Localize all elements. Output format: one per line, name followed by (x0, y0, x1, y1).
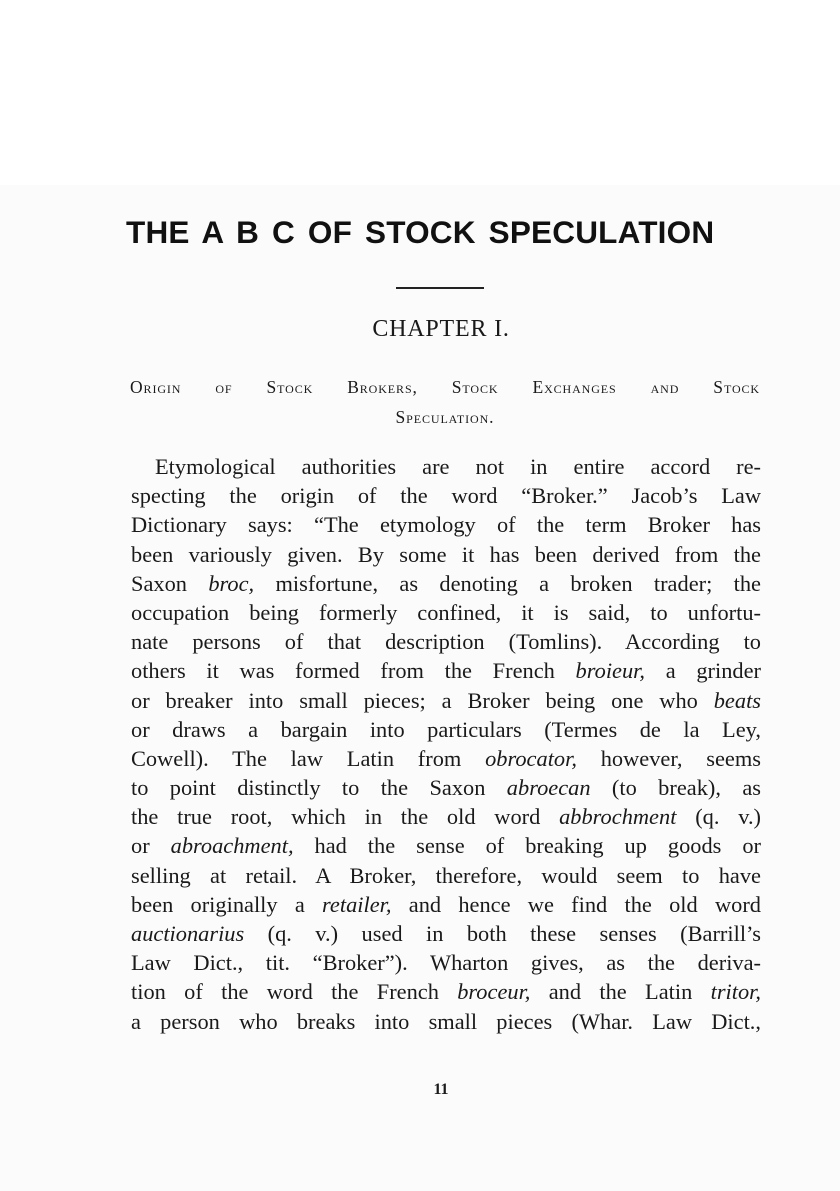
italic-term: beats (713, 687, 761, 713)
line-text: tion of the word the French (131, 979, 458, 1005)
italic-term: broceur, (457, 979, 531, 1005)
line-text: Saxon (131, 570, 209, 596)
body-line (131, 977, 761, 1006)
italic-term: tritor, (710, 979, 761, 1005)
title-divider-rule (396, 287, 484, 289)
line-text: and the Latin (530, 979, 711, 1005)
body-line (131, 744, 761, 773)
line-text: Etymological authorities are not in entire accord re- (155, 454, 761, 479)
line-text: occupation being formerly confined, it is said, to unfortu- (131, 599, 761, 625)
line-text: or (131, 833, 171, 859)
chapter-subtitle-line-2: Speculation. (395, 407, 495, 427)
line-text: to point distinctly to the Saxon (131, 775, 507, 801)
body-line (131, 510, 761, 539)
line-text: a grinder (645, 658, 761, 684)
body-line (131, 569, 761, 598)
line-text: others it was formed from the French (131, 658, 576, 684)
italic-term: retailer, (322, 891, 392, 917)
italic-term: broc, (208, 570, 255, 596)
italic-term: auctionarius (131, 921, 245, 946)
line-text: and hence we find the old word (391, 891, 762, 917)
line-text: misfortune, as denoting a broken trader; the (254, 570, 761, 596)
body-line (131, 656, 761, 685)
book-title: THE A B C OF STOCK SPECULATION (126, 214, 715, 250)
body-line (131, 919, 761, 948)
body-line (131, 1007, 761, 1036)
body-line (131, 598, 761, 627)
line-text: selling at retail. A Broker, therefore, would seem to have (131, 862, 761, 888)
body-text (131, 452, 761, 1036)
line-text: or draws a bargain into particulars (Termes de la Ley, (131, 716, 761, 742)
body-line (131, 481, 761, 510)
body-line (131, 773, 761, 802)
line-text: Dictionary says: “The etymology of the term Broker has (131, 512, 761, 538)
body-line (131, 831, 761, 860)
chapter-heading: CHAPTER I. (372, 316, 510, 342)
line-text: a person who breaks into small pieces (Whar. Law Dict., (131, 1008, 761, 1034)
body-line (131, 540, 761, 569)
body-line (131, 715, 761, 744)
line-text: or breaker into small pieces; a Broker being one who (131, 687, 714, 713)
line-text: Cowell). The law Latin from (131, 745, 486, 771)
italic-term: obrocator, (485, 745, 577, 771)
line-text: the true root, which in the old word (131, 804, 560, 830)
page-number: 11 (433, 1081, 449, 1098)
line-text: specting the origin of the word “Broker.” Jacob’s Law (131, 483, 761, 509)
chapter-subtitle-line-1: Origin of Stock Brokers, Stock Exchanges and Stock (130, 377, 760, 397)
body-line (131, 890, 761, 919)
italic-term: broieur, (575, 658, 646, 684)
line-text: had the sense of breaking up goods or (293, 833, 761, 859)
chapter-subtitle (130, 372, 760, 432)
body-line (131, 452, 761, 481)
line-text: Law Dict., tit. “Broker”). Wharton gives, as the deriva- (131, 950, 761, 976)
line-text: nate persons of that description (Tomlins). According to (131, 629, 761, 655)
body-line (131, 861, 761, 890)
italic-term: abroachment, (170, 833, 294, 859)
italic-term: abbrochment (559, 804, 677, 830)
body-line (131, 686, 761, 715)
line-text: been variously given. By some it has been derived from the (131, 541, 761, 567)
body-line (131, 948, 761, 977)
line-text: (to break), as (590, 775, 761, 801)
line-text: been originally a (131, 891, 323, 917)
body-line (131, 802, 761, 831)
line-text: (q. v.) (676, 804, 761, 830)
line-text: however, seems (576, 745, 761, 771)
line-text: (q. v.) used in both these senses (Barrill’s (244, 921, 761, 946)
italic-term: abroecan (506, 775, 591, 801)
body-line (131, 627, 761, 656)
